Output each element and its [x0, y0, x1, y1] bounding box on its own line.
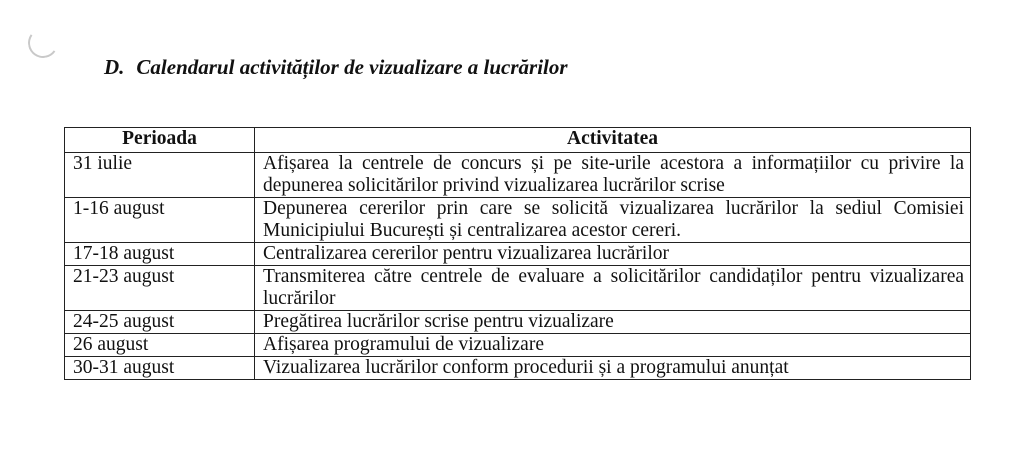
table-header-row: [65, 128, 971, 153]
activity-cell: Afișarea la centrele de concurs și pe site-urile acestora a informațiilor cu privire la depunerea solicitărilor privind vizualizarea lucrărilor scrise: [255, 153, 971, 198]
activity-column-header: Activitatea: [255, 128, 971, 153]
activity-cell: Centralizarea cererilor pentru vizualizarea lucrărilor: [255, 243, 971, 266]
period-cell: 24-25 august: [65, 311, 255, 334]
table-row: [65, 153, 971, 198]
section-letter: D.: [104, 55, 125, 79]
table-row: [65, 357, 971, 380]
table-row: [65, 334, 971, 357]
activity-cell: Transmiterea către centrele de evaluare a solicitărilor candidaților pentru vizualizarea lucrărilor: [255, 266, 971, 311]
activity-cell: Vizualizarea lucrărilor conform procedurii și a programului anunțat: [255, 357, 971, 380]
table-row: [65, 266, 971, 311]
period-cell: 31 iulie: [65, 153, 255, 198]
section-title-text: Calendarul activităților de vizualizare a lucrărilor: [136, 55, 568, 79]
period-column-header: Perioada: [65, 128, 255, 153]
schedule-table: [64, 127, 971, 380]
activity-cell: Pregătirea lucrărilor scrise pentru vizualizare: [255, 311, 971, 334]
table-row: [65, 243, 971, 266]
period-cell: 26 august: [65, 334, 255, 357]
period-cell: 17-18 august: [65, 243, 255, 266]
period-cell: 21-23 august: [65, 266, 255, 311]
activity-cell: Afișarea programului de vizualizare: [255, 334, 971, 357]
period-cell: 30-31 august: [65, 357, 255, 380]
section-title: [104, 55, 568, 80]
page-corner-mark: [26, 26, 61, 61]
table-row: [65, 198, 971, 243]
period-cell: 1-16 august: [65, 198, 255, 243]
table-row: [65, 311, 971, 334]
activity-cell: Depunerea cererilor prin care se solicită vizualizarea lucrărilor la sediul Comisiei Municipiului București și centralizarea acestor cereri.: [255, 198, 971, 243]
